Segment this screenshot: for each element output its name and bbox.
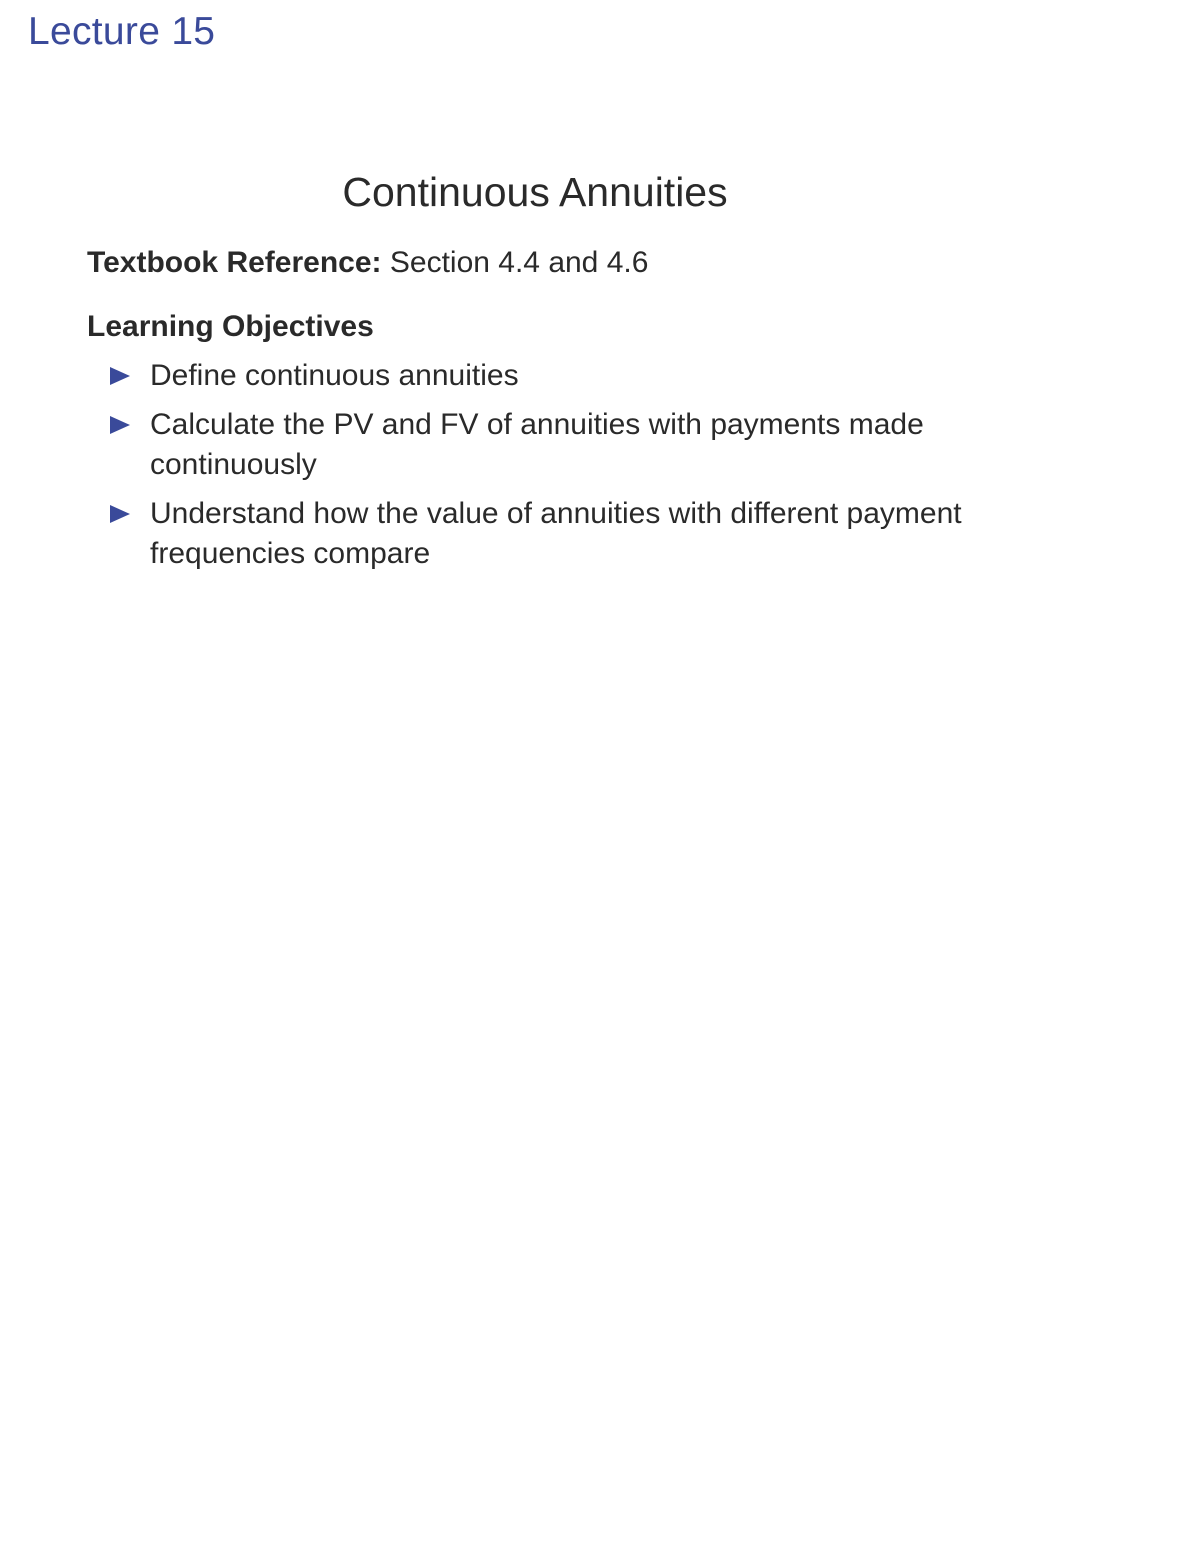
triangle-bullet-icon — [110, 416, 130, 434]
objective-text: Define continuous annuities — [150, 359, 519, 392]
triangle-bullet-icon — [110, 367, 130, 385]
objective-item — [110, 405, 1010, 485]
objective-text: Calculate the PV and FV of annuities with payments made continuously — [150, 408, 924, 481]
learning-objectives-heading: Learning Objectives — [87, 310, 374, 343]
triangle-bullet-icon — [110, 505, 130, 523]
objective-item — [110, 356, 1010, 396]
textbook-reference-label: Textbook Reference: — [87, 246, 382, 279]
lecture-title: Lecture 15 — [28, 10, 216, 53]
slide-title: Continuous Annuities — [342, 169, 728, 215]
objective-item — [110, 494, 1010, 574]
textbook-reference — [87, 244, 648, 282]
objective-text: Understand how the value of annuities with different payment frequencies compare — [150, 497, 962, 570]
learning-objectives-list — [110, 356, 1010, 583]
textbook-reference-value: Section 4.4 and 4.6 — [389, 246, 649, 279]
